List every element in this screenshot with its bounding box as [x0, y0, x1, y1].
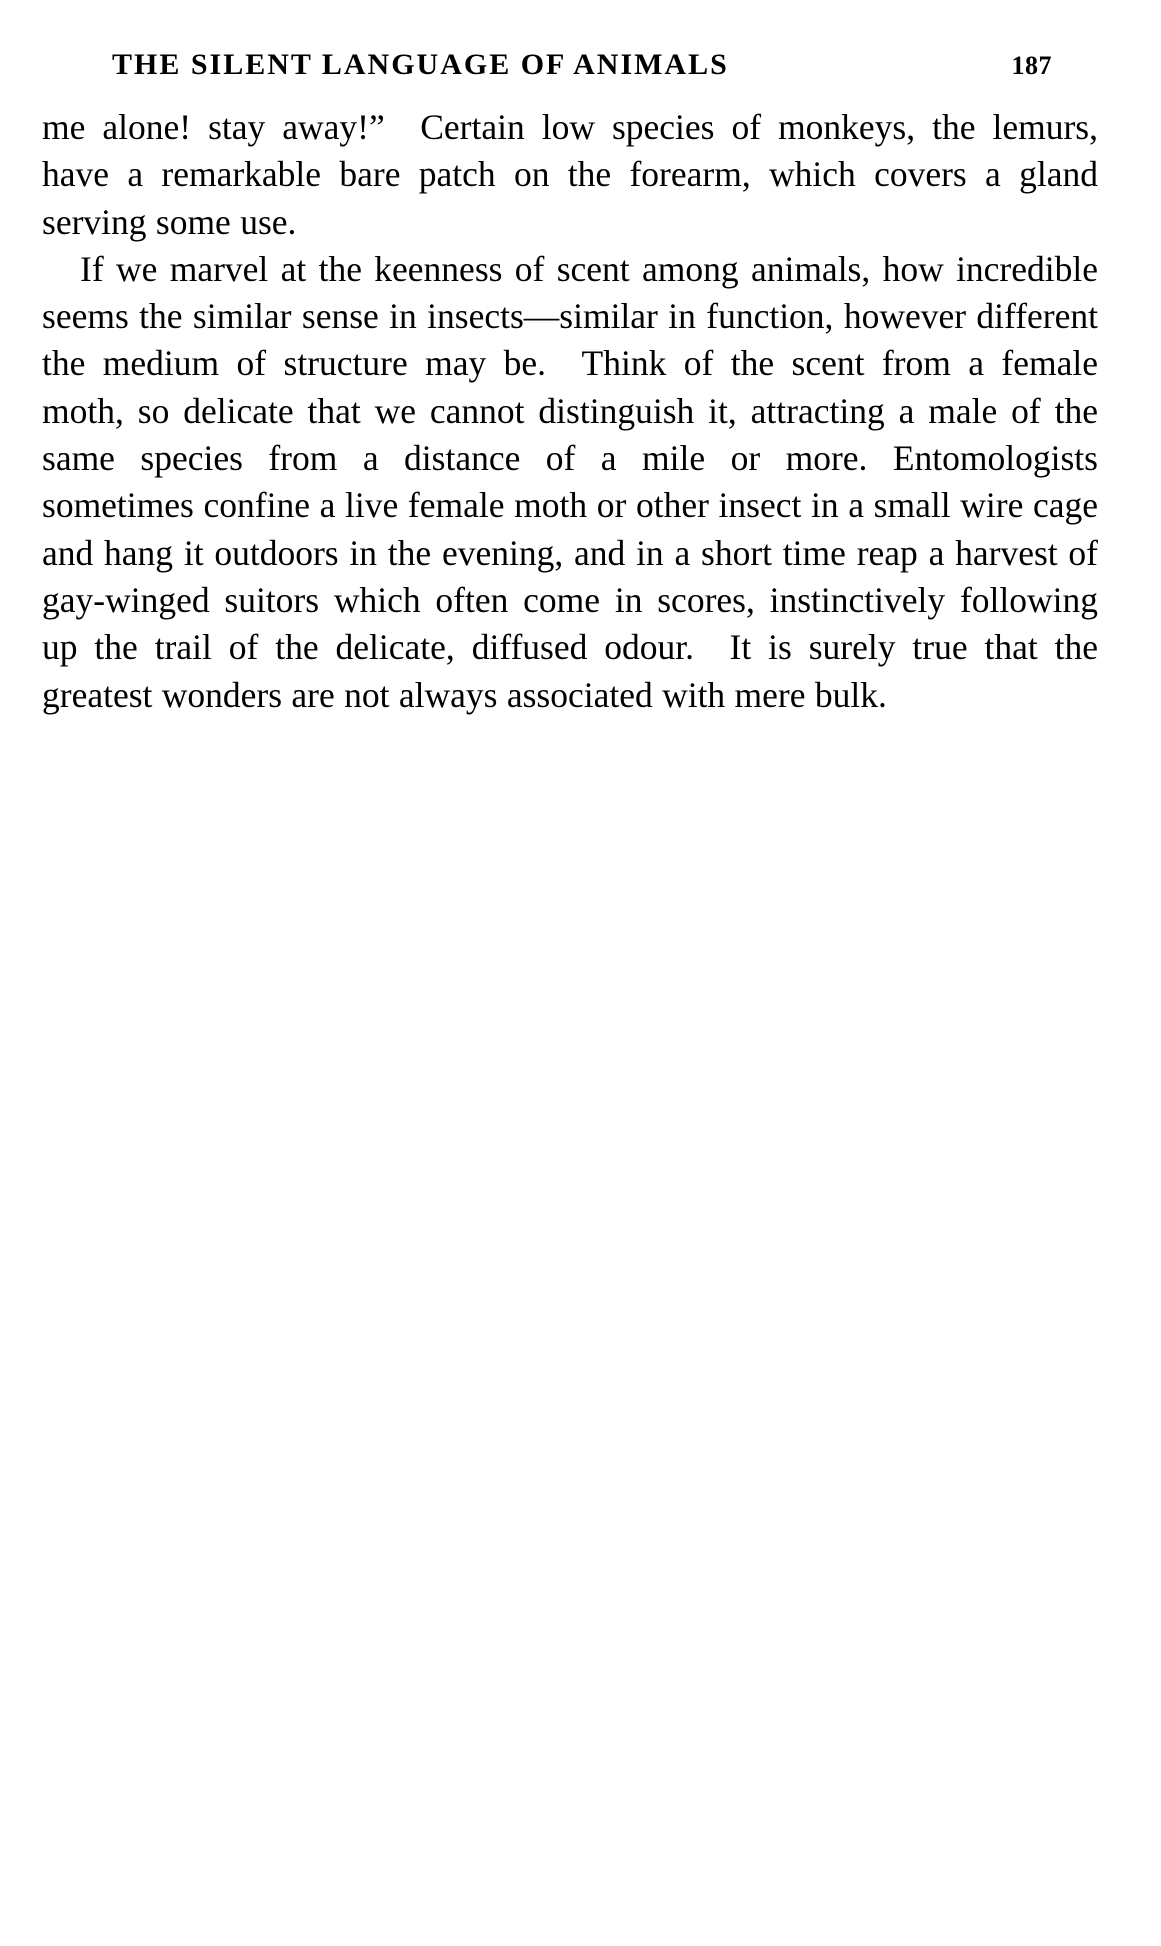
- paragraph-continuation: me alone! stay away!” Certain low species of monkeys, the lemurs, have a remarkable bare patch on the forearm, which covers a gland serving some use.: [42, 107, 1098, 242]
- page-number: 187: [1011, 51, 1052, 80]
- running-head-title: THE SILENT LANGUAGE OF ANIMALS: [112, 48, 729, 81]
- running-head: [112, 48, 1052, 82]
- body-text: [42, 104, 1098, 719]
- paragraph: If we marvel at the keenness of scent among animals, how incredible seems the similar sense in insects—similar in function, however different the medium of structure may be. Think of the scent from a female moth, so delicate that we cannot distinguish it, attracting a male of the same species from a distance of a mile or more. Entomologists sometimes confine a live female moth or other insect in a small wire cage and hang it outdoors in the evening, and in a short time reap a harvest of gay-winged suitors which often come in scores, instinctively following up the trail of the delicate, diffused odour. It is surely true that the greatest wonders are not always associated with mere bulk.: [42, 248, 1098, 715]
